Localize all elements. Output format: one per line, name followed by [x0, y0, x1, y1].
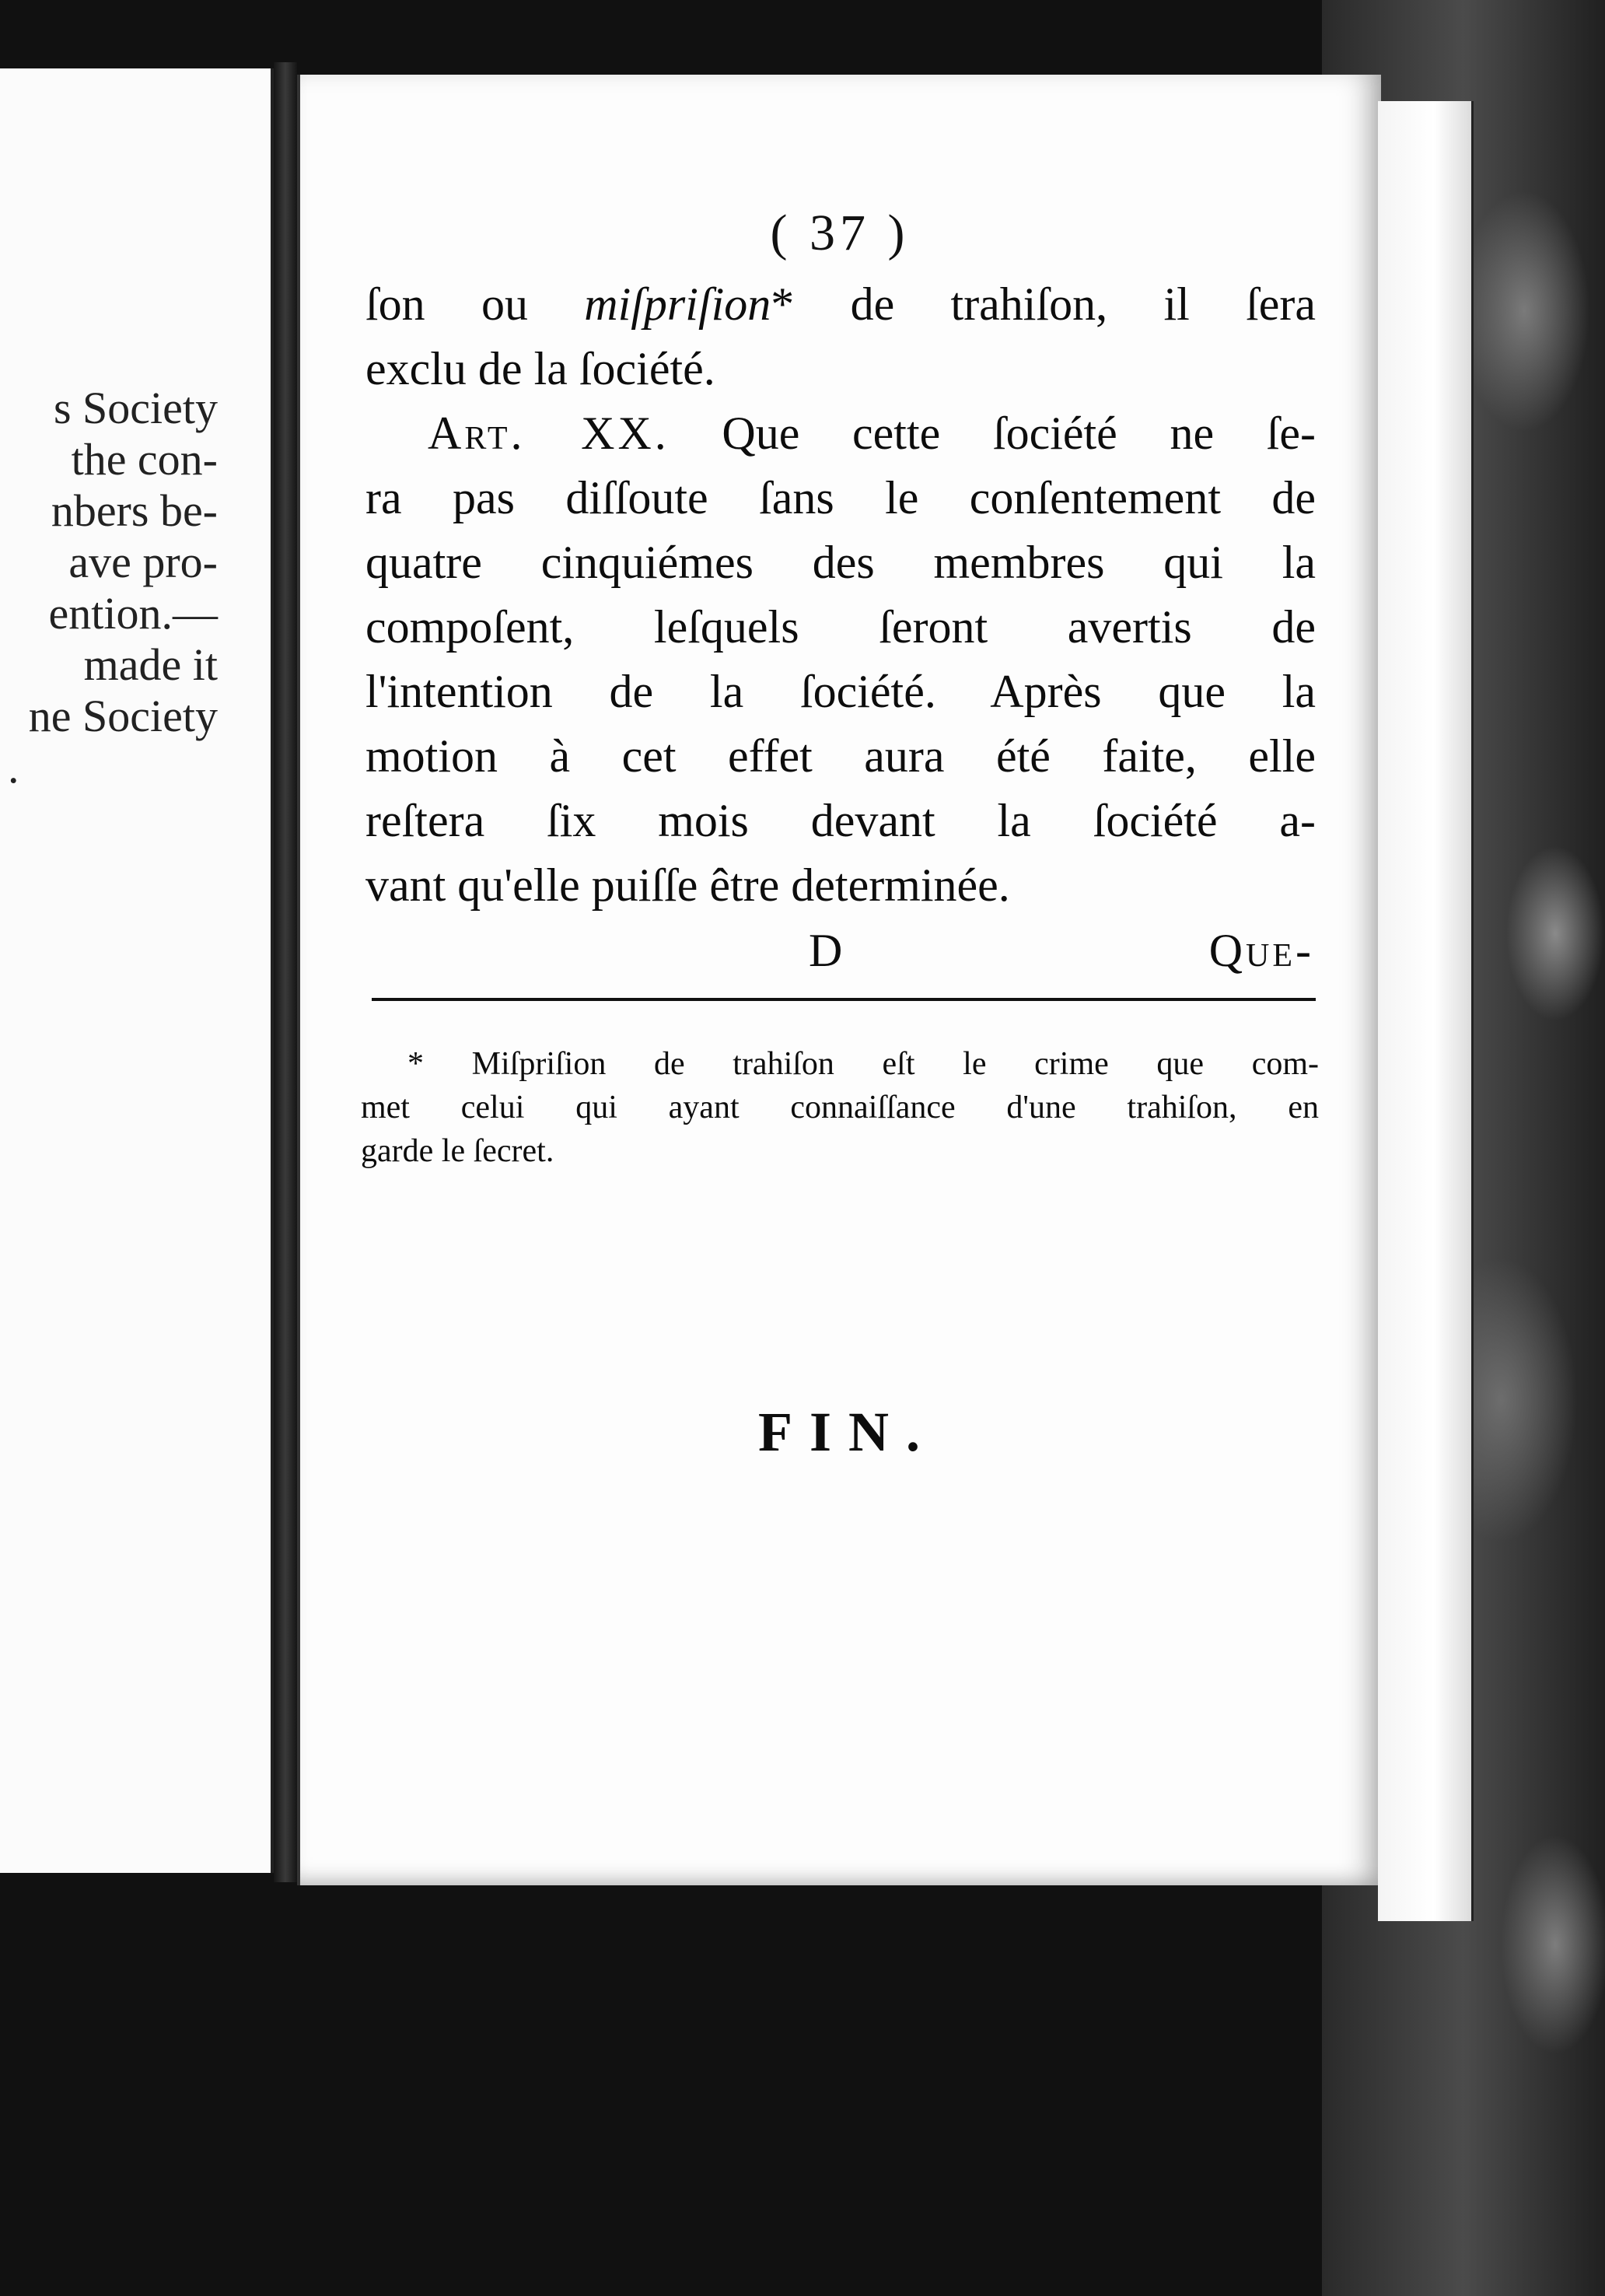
text-line: motion à cet effet aura été faite, elle — [365, 730, 1316, 782]
catchword: Que- — [1208, 925, 1314, 976]
text-line: vant qu'elle puiſſe être determinée. — [365, 859, 1010, 911]
italic-term: miſpriſion — [584, 278, 771, 330]
text-line: reſtera ſix mois devant la ſociété a- — [365, 795, 1316, 846]
left-line: made it — [83, 639, 218, 690]
page-number: ( 37 ) — [770, 205, 910, 261]
text-line: quatre cinquiémes des membres qui la — [365, 537, 1316, 588]
footnote-line: met celui qui ayant connaiſſance d'une trahiſon, en — [361, 1090, 1319, 1125]
text-line: l'intention de la ſociété. Après que la — [365, 666, 1316, 717]
left-line: ention.— — [48, 588, 218, 639]
signature-mark: D — [809, 925, 843, 976]
end-mark: FIN. — [758, 1401, 937, 1463]
left-page — [0, 68, 275, 1873]
text-line: compoſent, leſquels ſeront avertis de — [365, 601, 1316, 653]
left-line: the con- — [71, 434, 218, 485]
book-gutter — [274, 62, 297, 1882]
left-line: nbers be- — [51, 485, 218, 536]
left-line: . — [8, 742, 19, 793]
footnote-line: garde le ſecret. — [361, 1133, 554, 1169]
left-line: s Society — [53, 383, 218, 433]
catchword-row — [809, 924, 1314, 978]
text-line: exclu de la ſociété. — [365, 343, 715, 394]
footnote — [361, 1042, 1319, 1173]
body-text — [365, 272, 1316, 918]
text-line: ſon ou miſpriſion* de trahiſon, il ſera — [365, 278, 1316, 330]
left-line: ne Society — [28, 691, 218, 741]
footnote-line: * Miſpriſion de trahiſon eſt le crime que com- — [407, 1046, 1319, 1082]
article-heading-line: Art. XX. Que cette ſociété ne ſe- — [428, 408, 1316, 459]
flyleaf-edge — [1378, 101, 1474, 1921]
left-page-text — [0, 383, 218, 793]
article-heading: Art. XX. — [428, 408, 670, 459]
text-line: ra pas diſſoute ſans le conſentement de — [365, 472, 1316, 523]
footnote-rule — [372, 998, 1316, 1001]
left-line: ave pro- — [68, 537, 218, 587]
